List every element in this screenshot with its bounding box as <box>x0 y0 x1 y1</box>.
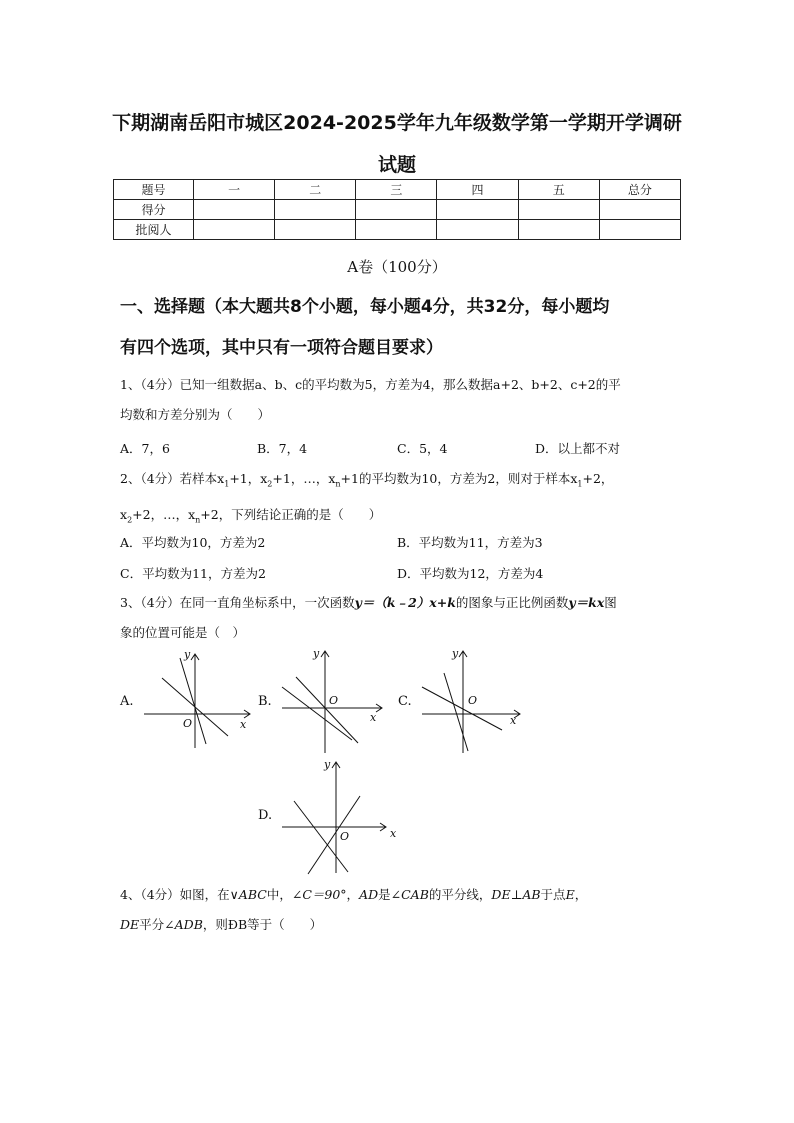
header-cell: 总分 <box>599 180 680 200</box>
text-run: 中， <box>266 887 292 902</box>
formula: y＝kx <box>568 595 605 610</box>
text-run: 图 <box>604 595 617 610</box>
score-cell[interactable] <box>356 200 437 220</box>
volume-a-heading: A卷（100分） <box>347 258 447 276</box>
question-text <box>120 500 685 536</box>
graph-line <box>282 687 352 740</box>
reviewer-cell[interactable] <box>356 220 437 240</box>
graph-option-label[interactable]: B. <box>258 694 272 709</box>
option-d[interactable]: D．平均数为12，方差为4 <box>397 566 544 581</box>
question-text: 象的位置可能是（ ） <box>120 625 246 640</box>
math: E <box>565 887 575 902</box>
subscript: n <box>335 479 341 489</box>
y-label: y <box>324 758 331 771</box>
graph-option-d[interactable] <box>280 756 405 876</box>
page-title: 下期湖南岳阳市城区2024-2025学年九年级数学第一学期开学调研 <box>112 112 682 134</box>
reviewer-cell[interactable] <box>194 220 275 240</box>
option-c[interactable]: C．平均数为11，方差为2 <box>120 566 266 581</box>
text-run: 4、（4分）如图，在 <box>120 887 230 902</box>
score-cell[interactable] <box>275 200 356 220</box>
text-run: 于点 <box>540 887 566 902</box>
x-label: x <box>390 827 397 840</box>
origin-label: O <box>183 717 193 730</box>
text-run: x <box>120 506 128 522</box>
graph-option-label[interactable]: A. <box>120 694 134 709</box>
score-cell[interactable] <box>599 200 680 220</box>
text-run: ，则ÐB等于（ ） <box>202 917 323 932</box>
graph-option-label[interactable]: C. <box>398 694 412 709</box>
header-cell: 一 <box>194 180 275 200</box>
text-run: 的平分线， <box>428 887 492 902</box>
text-run: +2，…，x <box>132 506 196 522</box>
option-a[interactable]: A．7，6 <box>120 441 170 456</box>
header-cell: 二 <box>275 180 356 200</box>
graph-line <box>444 673 468 751</box>
subscript: 2 <box>127 515 133 524</box>
origin-label: O <box>468 694 478 707</box>
graph-option-b[interactable] <box>278 645 398 755</box>
score-cell[interactable] <box>518 200 599 220</box>
header-cell: 题号 <box>114 180 194 200</box>
row-label: 批阅人 <box>114 220 194 240</box>
question-text <box>120 464 685 500</box>
question-text <box>120 588 685 618</box>
graph-line <box>180 658 206 744</box>
x-label: x <box>510 714 517 727</box>
text-run: ， <box>574 887 588 902</box>
y-label: y <box>184 648 191 661</box>
option-d[interactable]: D．以上都不对 <box>535 441 621 456</box>
text-run: 平分 <box>139 917 165 932</box>
text-run: +2，下列结论正确的是（ ） <box>200 506 382 522</box>
question-text: 1、（4分）已知一组数据a、b、c的平均数为5，方差为4，那么数据a+2、b+2、c+2的平 <box>120 377 621 392</box>
option-b[interactable]: B．7，4 <box>257 441 308 456</box>
graph-line <box>296 677 358 743</box>
reviewer-cell[interactable] <box>275 220 356 240</box>
row-label: 得分 <box>114 200 194 220</box>
graph-option-label[interactable]: D. <box>258 808 273 823</box>
score-cell[interactable] <box>194 200 275 220</box>
subscript: 2 <box>267 479 273 489</box>
text-run: +1，…，x <box>272 471 336 486</box>
score-table-header-row <box>114 180 681 200</box>
question-text <box>120 880 685 910</box>
subscript: 1 <box>577 479 583 489</box>
score-cell[interactable] <box>437 200 518 220</box>
graph-option-c[interactable] <box>418 645 538 755</box>
score-row <box>114 200 681 220</box>
text-run: 的图象与正比例函数 <box>455 595 569 610</box>
question-4 <box>120 880 685 940</box>
question-3 <box>120 588 685 648</box>
x-label: x <box>370 711 377 724</box>
question-2 <box>120 464 685 535</box>
section-heading-line: 有四个选项，其中只有一项符合题目要求） <box>120 338 443 358</box>
text-run: 3、（4分）在同一直角坐标系中，一次函数 <box>120 595 355 610</box>
option-c[interactable]: C．5，4 <box>397 441 448 456</box>
header-cell: 四 <box>437 180 518 200</box>
math: ∠C＝90° <box>291 887 347 902</box>
text-run: +1，x <box>229 471 268 486</box>
score-table <box>113 179 681 240</box>
math: DE⊥AB <box>491 887 541 902</box>
origin-label: O <box>340 830 350 843</box>
x-label: x <box>240 718 247 731</box>
reviewer-row <box>114 220 681 240</box>
text-run: +1的平均数为10，方差为2，则对于样本x <box>340 471 578 486</box>
section-heading-line: 一、选择题（本大题共8个小题，每小题4分，共32分，每小题均 <box>120 297 610 317</box>
question-text: 均数和方差分别为（ ） <box>120 407 271 422</box>
origin-label: O <box>329 694 339 707</box>
header-cell: 三 <box>356 180 437 200</box>
graph-line <box>422 687 502 730</box>
math: DE <box>120 917 140 932</box>
graph-line <box>308 796 360 874</box>
page-title-continued: 试题 <box>377 154 416 176</box>
y-label: y <box>313 647 320 660</box>
math: ∠CAB <box>390 887 429 902</box>
text-run: ， <box>346 887 360 902</box>
header-cell: 五 <box>518 180 599 200</box>
text-run: +2， <box>582 471 614 486</box>
reviewer-cell[interactable] <box>437 220 518 240</box>
question-1 <box>120 370 685 430</box>
option-a[interactable]: A．平均数为10，方差为2 <box>120 535 266 550</box>
math: ∨ABC <box>229 887 267 902</box>
reviewer-cell[interactable] <box>518 220 599 240</box>
math: ∠ADB <box>164 917 203 932</box>
question-text <box>120 910 685 940</box>
y-label: y <box>452 647 459 660</box>
text-run: 是 <box>378 887 391 902</box>
option-b[interactable]: B．平均数为11，方差为3 <box>397 535 543 550</box>
section-heading <box>120 287 685 369</box>
graph-option-a[interactable] <box>140 648 260 748</box>
subscript: n <box>195 515 201 524</box>
formula: y＝（k﹣2）x+k <box>354 595 456 610</box>
math: AD <box>359 887 379 902</box>
subscript: 1 <box>224 479 230 489</box>
text-run: 2、（4分）若样本x <box>120 471 225 486</box>
reviewer-cell[interactable] <box>599 220 680 240</box>
